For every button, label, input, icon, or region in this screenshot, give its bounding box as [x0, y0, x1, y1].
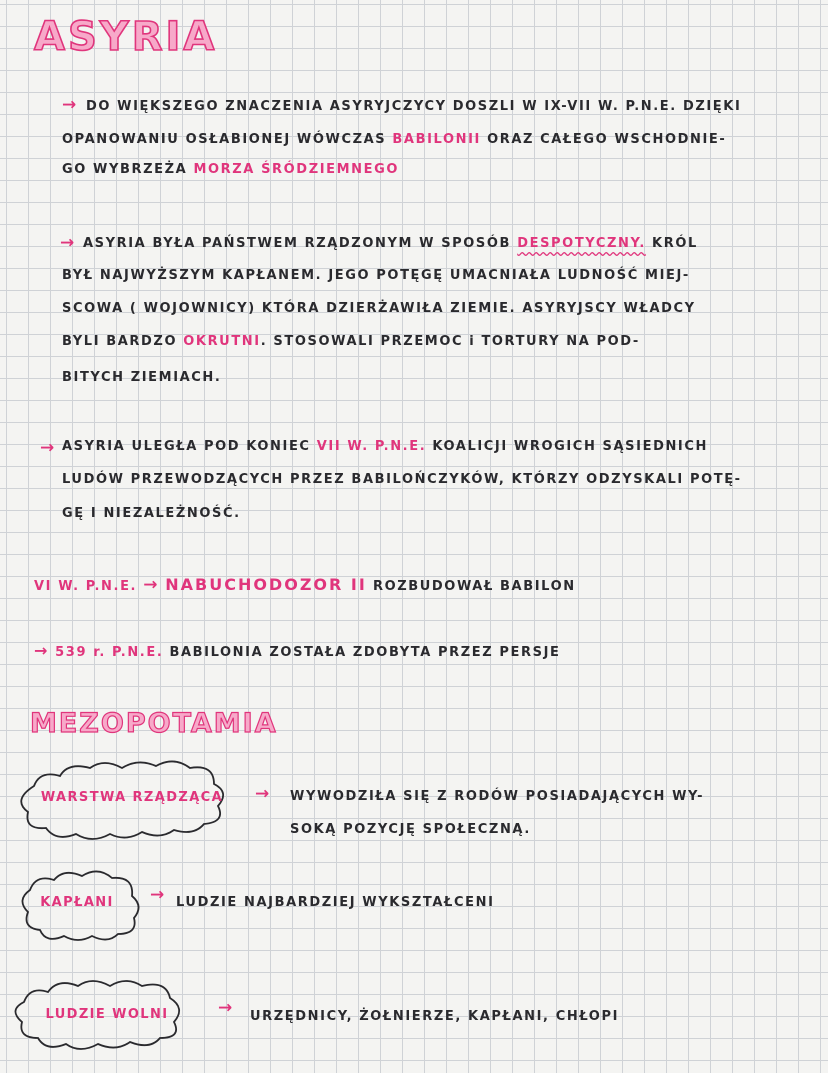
- highlight-okrutni: OKRUTNI: [183, 334, 261, 349]
- class-label-kaplani: KAPŁANI: [40, 895, 114, 910]
- highlight-vii-wpne: VII W. P.N.E.: [316, 439, 427, 454]
- p1-line2: OPANOWANIU OSŁABIONEJ WÓWCZAS BABILONII ORAZ CAŁEGO WSCHODNIE-: [62, 132, 727, 147]
- p1-line1: DO WIĘKSZEGO ZNACZENIA ASYRYJCZYCY DOSZLI W IX-VII W. P.N.E. DZIĘKI: [86, 99, 742, 114]
- class-label-ludzie-wolni: LUDZIE WOLNI: [45, 1007, 169, 1022]
- date-vi-wpne: VI W. P.N.E.: [34, 579, 138, 594]
- class-desc-warstwa-2: SOKĄ POZYCJĘ SPOŁECZNĄ.: [290, 822, 531, 837]
- arrow-icon: →: [34, 641, 50, 660]
- title-asyria: ASYRIA: [34, 14, 218, 60]
- p3-line1: ASYRIA ULEGŁA POD KONIEC VII W. P.N.E. KOALICJI WROGICH SĄSIEDNICH: [62, 439, 708, 454]
- class-desc-kaplani: LUDZIE NAJBARDZIEJ WYKSZTAŁCENI: [176, 895, 495, 910]
- p3-line3: GĘ I NIEZALEŻNOŚĆ.: [62, 506, 241, 521]
- arrow-icon: →: [218, 998, 233, 1018]
- arrow-icon: →: [255, 784, 270, 804]
- highlight-morza: MORZA ŚRÓDZIEMNEGO: [193, 162, 400, 177]
- p2-line1: ASYRIA BYŁA PAŃSTWEM RZĄDZONYM W SPOSÓB DESPOTYCZNY. KRÓL: [83, 236, 698, 251]
- arrow-icon: →: [40, 438, 55, 458]
- p2-line3: SCOWA ( WOJOWNICY) KTÓRA DZIERŻAWIŁA ZIEMIE. ASYRYJSCY WŁADCY: [62, 301, 696, 316]
- highlight-despotyczny: DESPOTYCZNY.: [517, 236, 646, 251]
- line-nabuchodozor: VI W. P.N.E. → NABUCHODOZOR II ROZBUDOWAŁ BABILON: [34, 575, 576, 595]
- p2-line2: BYŁ NAJWYŻSZYM KAPŁANEM. JEGO POTĘGĘ UMACNIAŁA LUDNOŚĆ MIEJ-: [62, 268, 690, 283]
- arrow-icon: →: [150, 885, 165, 905]
- highlight-babilonii: BABILONII: [392, 132, 481, 147]
- class-desc-warstwa-1: WYWODZIŁA SIĘ Z RODÓW POSIADAJĄCYCH WY-: [290, 789, 705, 804]
- line-539: → 539 r. P.N.E. BABILONIA ZOSTAŁA ZDOBYTA PRZEZ PERSJE: [34, 641, 561, 660]
- arrow-icon: →: [60, 233, 75, 253]
- date-539: 539 r. P.N.E.: [55, 645, 164, 660]
- p2-line5: BITYCH ZIEMIACH.: [62, 370, 222, 385]
- p1-line3: GO WYBRZEŻA MORZA ŚRÓDZIEMNEGO: [62, 162, 400, 177]
- highlight-nabuchodozor: NABUCHODOZOR II: [165, 575, 367, 594]
- arrow-icon: →: [62, 95, 77, 115]
- p3-line2: LUDÓW PRZEWODZĄCYCH PRZEZ BABILOŃCZYKÓW, KTÓRZY ODZYSKALI POTĘ-: [62, 472, 742, 487]
- class-desc-ludzie-wolni: URZĘDNICY, ŻOŁNIERZE, KAPŁANI, CHŁOPI: [250, 1009, 620, 1024]
- title-mezopotamia: MEZOPOTAMIA: [30, 708, 278, 739]
- arrow-icon: →: [143, 575, 160, 595]
- p2-line4: BYLI BARDZO OKRUTNI. STOSOWALI PRZEMOC i TORTURY NA POD-: [62, 334, 640, 349]
- class-label-warstwa: WARSTWA RZĄDZĄCA: [40, 790, 224, 805]
